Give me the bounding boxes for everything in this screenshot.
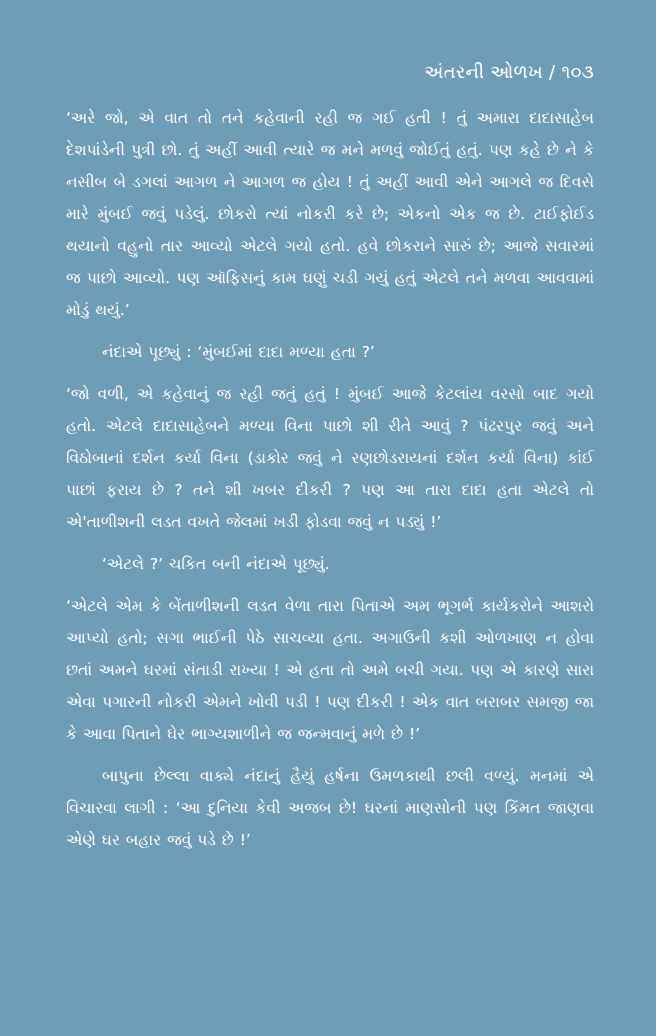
running-title: અંતરની ઓળખ <box>424 62 544 83</box>
running-header <box>66 60 594 86</box>
header-separator: / <box>549 62 556 83</box>
paragraph-4: ‘એટલે ?’ ચકિત બની નંદાએ પૂછ્યું. <box>102 555 330 573</box>
paragraph-1: ‘અરે જો, એ વાત તો તને કહેવાની રહી જ ગઈ હતી ! તું અમારા દાદાસાહેબ દેશપાંડેની પુત્રી છો. તું અહીં આવી ત્યારે જ મને મળવું જોઈતું હતું. પણ કહે છે ને કે નસીબ બે ડગલાં આગળ ને આગળ જ હોય ! તું અહીં આવી એને આગલે જ દિવસે મારે મુંબઈ જવું પડેલું. છોકરો ત્યાં નોકરી કરે છે; એકનો એક જ છે. ટાઈફોઈડ થયાનો વહુનો તાર આવ્યો એટલે ગયો હતો. હવે છોકરાને સારું છે; આજે સવારમાં જ પાછો આવ્યો. પણ ઑફિસનું કામ ઘણું ચડી ગયું હતું એટલે તને મળવા આવવામાં મોડું થયું.’ <box>66 109 594 319</box>
paragraph-6: બાપુના છેલ્લા વાક્યે નંદાનું હૈયું હર્ષના ઉમળકાથી છલી વળ્યું. મનમાં એ વિચારવા લાગી : ‘આ દુનિયા કેવી અજબ છે! ઘરનાં માણસોની પણ કિંમત જાણવા એણે ઘર બહાર જવું પડે છે !’ <box>66 767 594 849</box>
paragraph-5: ‘એટલે એમ કે બેંતાળીશની લડત વેળા તારા પિતાએ અમ ભૂગર્ભ કાર્યકરોને આશરો આપ્યો હતો; સગા ભાઈની પેઠે સાચવ્યા હતા. અગાઉની કશી ઓળખાણ ન હોવા છતાં અમને ઘરમાં સંતાડી રાખ્યા ! એ હતા તો અમે બચી ગયા. પણ એ કારણે સારા એવા પગારની નોકરી એમને ખોવી પડી ! પણ દીકરી ! એક વાત બરાબર સમજી જા કે આવા પિતાને ઘેર ભાગ્યશાળીને જ જન્મવાનું મળે છે !’ <box>66 597 594 743</box>
paragraph-3: ‘જો વળી, એ કહેવાનું જ રહી જતું હતું ! મુંબઈ આજે કેટલાંય વરસો બાદ ગયો હતો. એટલે દાદાસાહેબને મળ્યા વિના પાછો શી રીતે આવું ? પંઢરપુર જવું અને વિઠોબાનાં દર્શન કર્યા વિના (ડાકોર જવું ને રણછોડરાયનાં દર્શન કર્યા વિના) કાંઈ પાછાં ફરાય છે ? તને શી ખબર દીકરી ? પણ આ તારા દાદા હતા એટલે તો એ'તાળીશની લડત વખતે જેલમાં ખડી ફોડવા જવું ન પડ્યું !’ <box>66 385 594 531</box>
paragraph-2: નંદાએ પૂછ્યું : ‘મુંબઈમાં દાદા મળ્યા હતા ?’ <box>102 343 375 361</box>
page-number: ૧૦૩ <box>561 62 594 83</box>
